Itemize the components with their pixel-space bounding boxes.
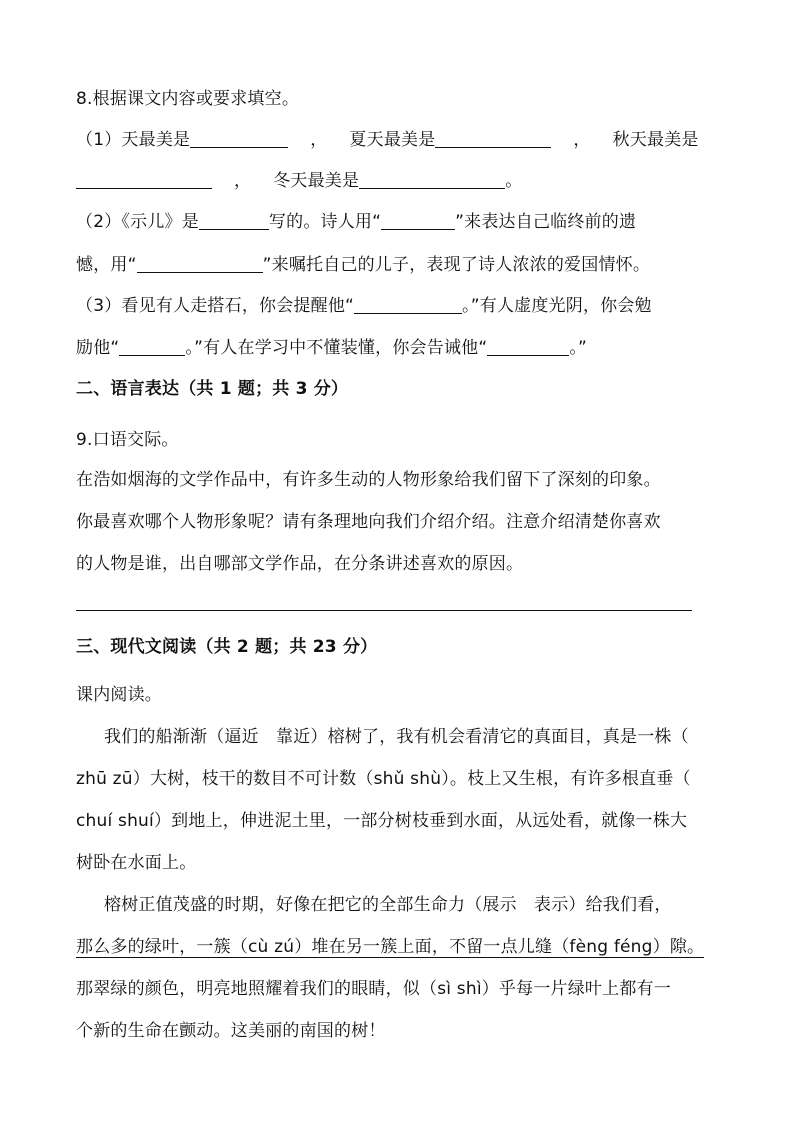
q9-prompt-line-3: 的人物是谁，出自哪部文学作品，在分条讲述喜欢的原因。 [76, 554, 524, 574]
reading-para2-line-1: 榕树正值茂盛的时期，好像在把它的全部生命力（展示 表示）给我们看， [104, 895, 672, 915]
answer-line[interactable] [76, 610, 692, 611]
reading-para2-underlined-sentence [76, 936, 726, 958]
q8-p3-text-5: 。” [569, 338, 588, 358]
q8-p1-text-7: 冬天最美是 [273, 171, 360, 191]
q9-prompt-line-1: 在浩如烟海的文学作品中，有许多生动的人物形象给我们留下了深刻的印象。 [76, 470, 661, 490]
section2-heading: 二、语言表达（共 1 题；共 3 分） [76, 379, 349, 399]
q8-p1-text-4: ， [573, 130, 591, 150]
q8-p1-text-1: （1）天最美是 [76, 130, 191, 150]
fill-blank[interactable] [381, 211, 455, 230]
q8-p1-text-5: 秋天最美是 [612, 130, 699, 150]
q8-part1-line2 [76, 170, 726, 192]
q8-p2-text-2: 写的。诗人用“ [268, 212, 382, 232]
reading-para1-line-2: zhū zū）大树，枝干的数目不可计数（shǔ shù）。枝上又生根，有许多根直垂（ [76, 769, 691, 789]
q8-p2-text-1: （2）《示儿》是 [76, 212, 199, 232]
q8-p3-text-1: （3）看见有人走搭石，你会提醒他“ [76, 296, 355, 316]
q8-p2-text-3: ”来表达自己临终前的遗 [455, 212, 637, 232]
reading-para1-line-1: 我们的船渐渐（逼近 靠近）榕树了，我有机会看清它的真面目，真是一株（ [104, 727, 689, 747]
fill-blank[interactable] [199, 211, 269, 230]
section3-heading: 三、现代文阅读（共 2 题；共 23 分） [76, 637, 378, 657]
fill-blank[interactable] [76, 170, 212, 189]
q8-title: 8.根据课文内容或要求填空。 [76, 89, 300, 109]
q8-part1-line1 [76, 129, 726, 151]
reading-subheading: 课内阅读。 [76, 685, 162, 705]
q8-part2-line2 [76, 254, 726, 276]
fill-blank[interactable] [435, 129, 551, 148]
fill-blank[interactable] [359, 170, 505, 189]
q9-prompt-line-2: 你最喜欢哪个人物形象呢？请有条理地向我们介绍介绍。注意介绍清楚你喜欢 [76, 512, 661, 532]
q8-part2-line1 [76, 211, 726, 233]
q8-p3-text-2: 。”有人虚度光阴，你会勉 [462, 296, 652, 316]
underlined-sentence: 那么多的绿叶，一簇（cù zú）堆在另一簇上面，不留一点儿缝（fèng féng）隙。 [76, 937, 705, 957]
fill-blank[interactable] [137, 254, 263, 273]
q8-p3-text-3: 励他“ [76, 338, 120, 358]
q8-p2-text-4: 憾，用“ [76, 255, 137, 275]
reading-para2-line-3: 那翠绿的颜色，明亮地照耀着我们的眼睛，似（sì shì）乎每一片绿叶上都有一 [76, 979, 671, 999]
q9-title: 9.口语交际。 [76, 430, 179, 450]
q8-p1-text-8: 。 [505, 171, 523, 191]
fill-blank[interactable] [487, 337, 569, 356]
q8-p1-text-6: ， [234, 171, 252, 191]
fill-blank[interactable] [354, 295, 462, 314]
q8-p3-text-4: 。”有人在学习中不懂装懂，你会告诫他“ [185, 338, 488, 358]
fill-blank[interactable] [119, 337, 185, 356]
reading-para2-line-4: 个新的生命在颤动。这美丽的南国的树！ [76, 1021, 386, 1041]
q8-p2-text-5: ”来嘱托自己的儿子，表现了诗人浓浓的爱国情怀。 [262, 255, 651, 275]
q8-part3-line1 [76, 295, 726, 317]
fill-blank[interactable] [190, 129, 288, 148]
reading-para1-line-3: chuí shuí）到地上，伸进泥土里，一部分树枝垂到水面，从远处看，就像一株大 [76, 811, 688, 831]
q8-part3-line2 [76, 337, 726, 359]
q8-p1-text-2: ， [310, 130, 328, 150]
reading-para1-line-4: 树卧在水面上。 [76, 853, 197, 873]
q8-p1-text-3: 夏天最美是 [349, 130, 436, 150]
